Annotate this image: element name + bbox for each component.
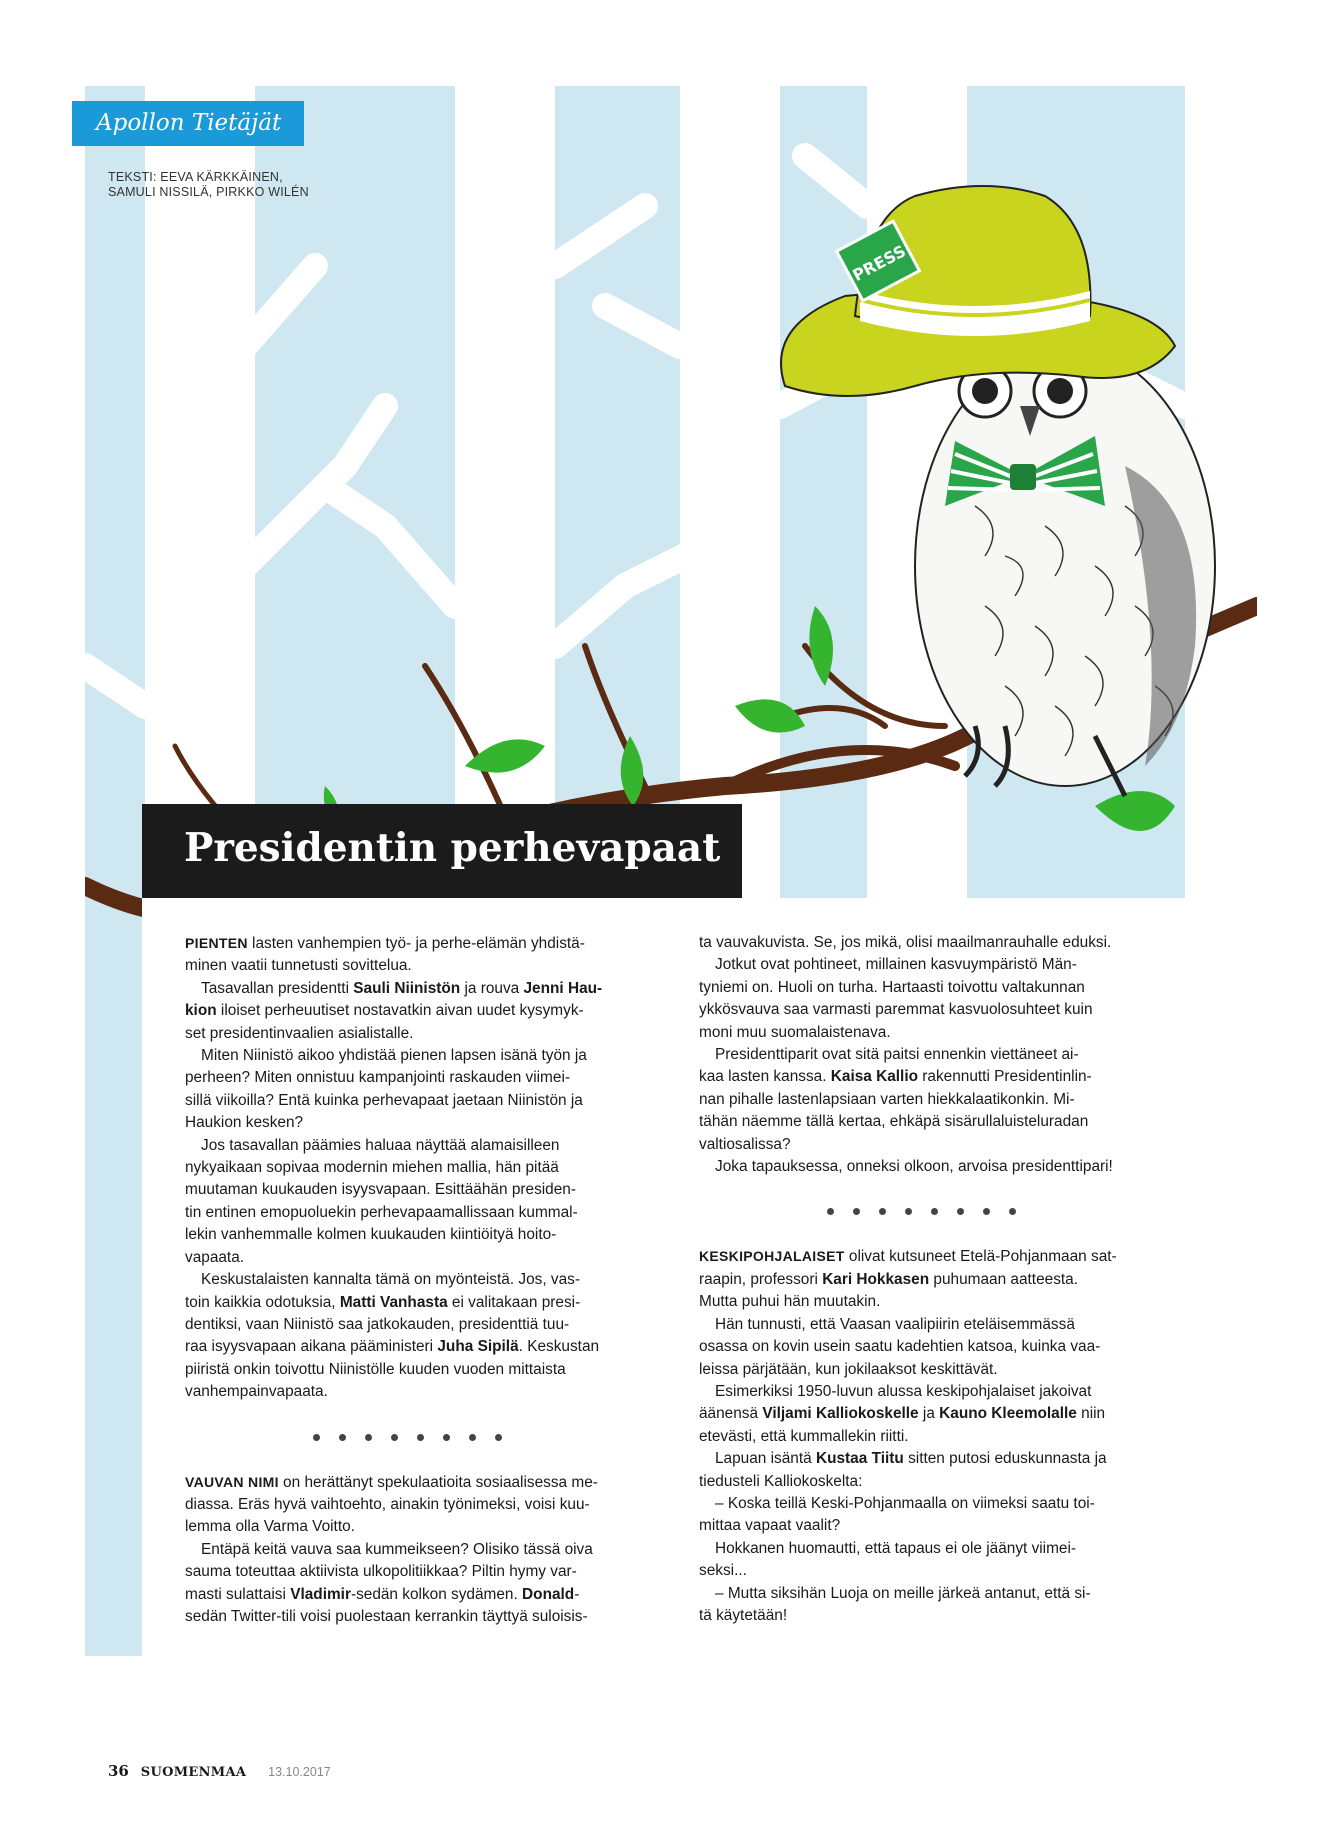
text-run: Joka tapauksessa, onneksi olkoon, arvoisa presidenttipari! bbox=[715, 1158, 1113, 1176]
article-line bbox=[699, 1245, 1159, 1268]
article-line bbox=[185, 1516, 645, 1538]
text-run: tä käytetään! bbox=[699, 1606, 788, 1624]
bold-name: Kustaa Tiitu bbox=[815, 1450, 904, 1468]
text-run: Haukion kesken? bbox=[185, 1114, 304, 1132]
text-run: dentiksi, vaan Niinistö saa jatkokauden, presidenttiä tuu- bbox=[185, 1315, 570, 1333]
bold-name: Juha Sipilä bbox=[437, 1338, 519, 1356]
text-run: set presidentinvaalien asialistalle. bbox=[185, 1024, 414, 1042]
text-run: nan pihalle lastenlapsiaan varten hiekkalaatikonkin. Mi- bbox=[699, 1090, 1075, 1108]
bold-name: Kauno Kleemolalle bbox=[939, 1405, 1077, 1423]
text-run: Esimerkiksi 1950-luvun alussa keskipohjalaiset jakoivat bbox=[715, 1382, 1092, 1400]
byline-line: TEKSTI: EEVA KÄRKKÄINEN, bbox=[108, 170, 283, 184]
text-run: rakennutti Presidentinlin- bbox=[918, 1068, 1092, 1086]
section-divider bbox=[185, 1404, 645, 1471]
text-run: sedän Twitter-tili voisi puolestaan kerrankin täyttyä suloisis- bbox=[185, 1607, 588, 1625]
article-line bbox=[185, 932, 645, 955]
text-run: Mutta puhui hän muutakin. bbox=[699, 1293, 881, 1311]
article-line bbox=[699, 1314, 1159, 1336]
bold-name: Donald bbox=[522, 1585, 575, 1603]
text-run: diassa. Eräs hyvä vaihtoehto, ainakin työnimeksi, voisi kuu- bbox=[185, 1495, 590, 1513]
article-line bbox=[699, 1022, 1159, 1044]
text-run: - bbox=[574, 1585, 580, 1603]
text-run: . Keskustan bbox=[518, 1338, 600, 1356]
article-line bbox=[699, 1044, 1159, 1066]
divider-dot bbox=[983, 1208, 990, 1215]
text-run: Hän tunnusti, että Vaasan vaalipiirin eteläisemmässä bbox=[715, 1315, 1075, 1333]
text-run: ei valitakaan presi- bbox=[447, 1293, 581, 1311]
article-line bbox=[185, 1112, 645, 1134]
article-line bbox=[699, 977, 1159, 999]
text-run: piiristä onkin toivottu Niinistölle kuuden vuoden mittaista bbox=[185, 1360, 566, 1378]
article-line bbox=[699, 1381, 1159, 1403]
divider-dot bbox=[417, 1434, 424, 1441]
divider-dot bbox=[1009, 1208, 1016, 1215]
article-line bbox=[185, 1584, 645, 1606]
text-run: on herättänyt spekulaatioita sosiaalisessa me- bbox=[278, 1473, 598, 1491]
text-run: puhumaan aatteesta. bbox=[929, 1270, 1079, 1288]
article-line bbox=[699, 1515, 1159, 1537]
text-run: ta vauvakuvista. Se, jos mikä, olisi maailmanrauhalle eduksi. bbox=[699, 934, 1112, 951]
text-run: moni muu suomalaistenava. bbox=[699, 1023, 891, 1041]
hat-illustration bbox=[781, 186, 1175, 396]
text-run: perheen? Miten onnistuu kampanjointi raskauden viimei- bbox=[185, 1069, 570, 1087]
divider-dot bbox=[365, 1434, 372, 1441]
article-line bbox=[185, 1023, 645, 1045]
divider-dot bbox=[313, 1434, 320, 1441]
text-run: tyniemi on. Huoli on turha. Hartaasti toivottu valtakunnan bbox=[699, 978, 1085, 996]
press-card-text: PRESS bbox=[849, 241, 909, 286]
text-run: raapin, professori bbox=[699, 1270, 823, 1288]
article-line bbox=[185, 1224, 645, 1246]
text-run: Miten Niinistö aikoo yhdistää pienen lapsen isänä työn ja bbox=[201, 1047, 587, 1065]
text-run: äänensä bbox=[699, 1405, 763, 1423]
text-run: niin bbox=[1076, 1405, 1106, 1423]
section-divider bbox=[699, 1178, 1159, 1245]
article-line bbox=[699, 932, 1159, 954]
text-run: ja rouva bbox=[460, 979, 524, 997]
article-line bbox=[699, 1336, 1159, 1358]
text-run: iloiset perheuutiset nostavatkin aivan uudet kysymyk- bbox=[216, 1002, 584, 1020]
divider-dot bbox=[879, 1208, 886, 1215]
text-run: lekin vanhemmalle kolmen kuukauden kiintiöityä hoito- bbox=[185, 1226, 557, 1244]
text-run: vapaata. bbox=[185, 1248, 245, 1266]
article-line bbox=[185, 1561, 645, 1583]
text-run: leissa pärjätään, kun jokilaaksot keskittävät. bbox=[699, 1360, 998, 1378]
text-run: lasten vanhempien työ- ja perhe-elämän yhdistä- bbox=[247, 935, 585, 952]
article-line bbox=[699, 1583, 1159, 1605]
divider-dot bbox=[853, 1208, 860, 1215]
article-line bbox=[699, 1426, 1159, 1448]
magazine-name: SUOMENMAA bbox=[140, 1765, 247, 1780]
divider-dot bbox=[495, 1434, 502, 1441]
article-line bbox=[185, 978, 645, 1000]
text-run: – Mutta siksihän Luoja on meille järkeä antanut, että si- bbox=[715, 1584, 1091, 1602]
byline-line: SAMULI NISSILÄ, PIRKKO WILÉN bbox=[108, 185, 309, 199]
divider-dot bbox=[957, 1208, 964, 1215]
divider-dot bbox=[391, 1434, 398, 1441]
text-run: tähän näemme tällä kertaa, ehkäpä sisärullaluisteluradan bbox=[699, 1113, 1089, 1131]
article-line bbox=[185, 1606, 645, 1628]
text-run: tiedusteli Kalliokoskelta: bbox=[699, 1472, 863, 1490]
article-line bbox=[699, 1605, 1159, 1627]
divider-dot bbox=[905, 1208, 912, 1215]
article-line bbox=[185, 955, 645, 977]
bold-name: Jenni Hau- bbox=[523, 979, 603, 997]
byline bbox=[108, 170, 309, 200]
article-line bbox=[185, 1314, 645, 1336]
text-run: minen vaatii tunnetusti sovittelua. bbox=[185, 957, 412, 975]
bold-name: Matti Vanhasta bbox=[339, 1293, 448, 1311]
bold-name: Kari Hokkasen bbox=[822, 1270, 930, 1288]
issue-date: 13.10.2017 bbox=[268, 1765, 331, 1779]
bold-name: Vladimir bbox=[290, 1585, 351, 1603]
bold-name: Sauli Niinistön bbox=[353, 979, 461, 997]
article-line bbox=[699, 1291, 1159, 1313]
article-line bbox=[185, 1090, 645, 1112]
article-line bbox=[185, 1269, 645, 1291]
article-line bbox=[185, 1202, 645, 1224]
text-run: osassa on kovin usein saatu kadehtien katsoa, kuinka vaa- bbox=[699, 1338, 1101, 1356]
divider-dot bbox=[931, 1208, 938, 1215]
text-run: ja bbox=[918, 1405, 940, 1423]
bold-name: Viljami Kalliokoskelle bbox=[762, 1405, 919, 1423]
text-run: kaa lasten kanssa. bbox=[699, 1068, 831, 1086]
article-line bbox=[185, 1247, 645, 1269]
article-line bbox=[699, 1134, 1159, 1156]
article-line bbox=[699, 954, 1159, 976]
article-line bbox=[699, 1448, 1159, 1470]
article-line bbox=[185, 1494, 645, 1516]
text-run: sillä viikoilla? Entä kuinka perhevapaat jaetaan Niinistön ja bbox=[185, 1091, 583, 1109]
divider-dot bbox=[827, 1208, 834, 1215]
article-line bbox=[699, 1359, 1159, 1381]
text-run: Presidenttiparit ovat sitä paitsi ennenkin viettäneet ai- bbox=[715, 1046, 1079, 1064]
text-run: sauma toteuttaa aktiivista ulkopolitiikkaa? Piltin hymy var- bbox=[185, 1563, 577, 1581]
article-line bbox=[699, 1538, 1159, 1560]
text-run: vanhempainvapaata. bbox=[185, 1383, 328, 1401]
article-line bbox=[699, 1471, 1159, 1493]
article-line bbox=[699, 1111, 1159, 1133]
article-line bbox=[185, 1471, 645, 1494]
text-run: Keskustalaisten kannalta tämä on myönteistä. Jos, vas- bbox=[201, 1271, 580, 1289]
article-line bbox=[185, 1000, 645, 1022]
article-line bbox=[185, 1539, 645, 1561]
text-run: ykkösvauva saa varmasti paremmat kasvuolosuhteet kuin bbox=[699, 1001, 1093, 1019]
headline-box bbox=[142, 804, 742, 898]
article-column-right bbox=[699, 932, 1159, 1627]
text-run: Hokkanen huomautti, että tapaus ei ole jäänyt viimei- bbox=[715, 1539, 1077, 1557]
lead-in: VAUVAN NIMI bbox=[185, 1473, 279, 1490]
text-run: Jos tasavallan päämies haluaa näyttää alamaisilleen bbox=[201, 1136, 560, 1154]
text-run: seksi... bbox=[699, 1562, 747, 1580]
text-run: masti sulattaisi bbox=[185, 1585, 291, 1603]
text-run: lemma olla Varma Voitto. bbox=[185, 1518, 355, 1536]
article-column-left bbox=[185, 932, 645, 1628]
text-run: raa isyysvapaan aikana pääministeri bbox=[185, 1338, 438, 1356]
text-run: olivat kutsuneet Etelä-Pohjanmaan sat- bbox=[844, 1248, 1117, 1266]
headline: Presidentin perhevapaat bbox=[184, 825, 721, 871]
text-run: mittaa vapaat vaalit? bbox=[699, 1517, 841, 1535]
text-run: valtiosalissa? bbox=[699, 1135, 791, 1153]
text-run: Jotkut ovat pohtineet, millainen kasvuympäristö Män- bbox=[715, 956, 1077, 974]
text-run: Tasavallan presidentti bbox=[201, 979, 354, 997]
article-line bbox=[185, 1359, 645, 1381]
text-run: etevästi, että kummallekin riitti. bbox=[699, 1427, 909, 1445]
lead-in: PIENTEN bbox=[185, 935, 248, 951]
article-line bbox=[699, 1089, 1159, 1111]
text-run: Entäpä keitä vauva saa kummeikseen? Olisiko tässä oiva bbox=[201, 1540, 593, 1558]
text-run: muutaman kuukauden isyysvapaan. Esittäähän presiden- bbox=[185, 1181, 576, 1199]
text-run: tin entinen emopuoluekin perhevapaamallissaan kummal- bbox=[185, 1203, 578, 1221]
article-line bbox=[185, 1179, 645, 1201]
article-line bbox=[699, 1493, 1159, 1515]
article-line bbox=[185, 1067, 645, 1089]
divider-dot bbox=[443, 1434, 450, 1441]
article-line bbox=[185, 1045, 645, 1067]
article-line bbox=[699, 999, 1159, 1021]
article-line bbox=[699, 1156, 1159, 1178]
article-line bbox=[185, 1381, 645, 1403]
divider-dot bbox=[339, 1434, 346, 1441]
article-line bbox=[699, 1269, 1159, 1291]
bold-name: Kaisa Kallio bbox=[830, 1068, 919, 1086]
article-line bbox=[699, 1560, 1159, 1582]
article-line bbox=[699, 1066, 1159, 1088]
article-line bbox=[185, 1157, 645, 1179]
text-run: toin kaikkia odotuksia, bbox=[185, 1293, 340, 1311]
divider-dot bbox=[469, 1434, 476, 1441]
text-run: – Koska teillä Keski-Pohjanmaalla on viimeksi saatu toi- bbox=[715, 1494, 1095, 1512]
lead-in: KESKIPOHJALAISET bbox=[699, 1248, 845, 1265]
article-line bbox=[185, 1336, 645, 1358]
text-run: Lapuan isäntä bbox=[715, 1450, 816, 1468]
page-number: 36 bbox=[108, 1762, 129, 1780]
article-line bbox=[699, 1403, 1159, 1425]
bold-name: kion bbox=[185, 1002, 217, 1020]
article-line bbox=[185, 1135, 645, 1157]
page-footer bbox=[108, 1762, 331, 1780]
text-run: nykyaikaan sopivaa modernin miehen mallia, hän pitää bbox=[185, 1159, 559, 1177]
section-tag: Apollon Tietäjät bbox=[72, 101, 304, 146]
article-line bbox=[185, 1292, 645, 1314]
text-run: sitten putosi eduskunnasta ja bbox=[903, 1450, 1107, 1468]
text-run: -sedän kolkon sydämen. bbox=[350, 1585, 523, 1603]
